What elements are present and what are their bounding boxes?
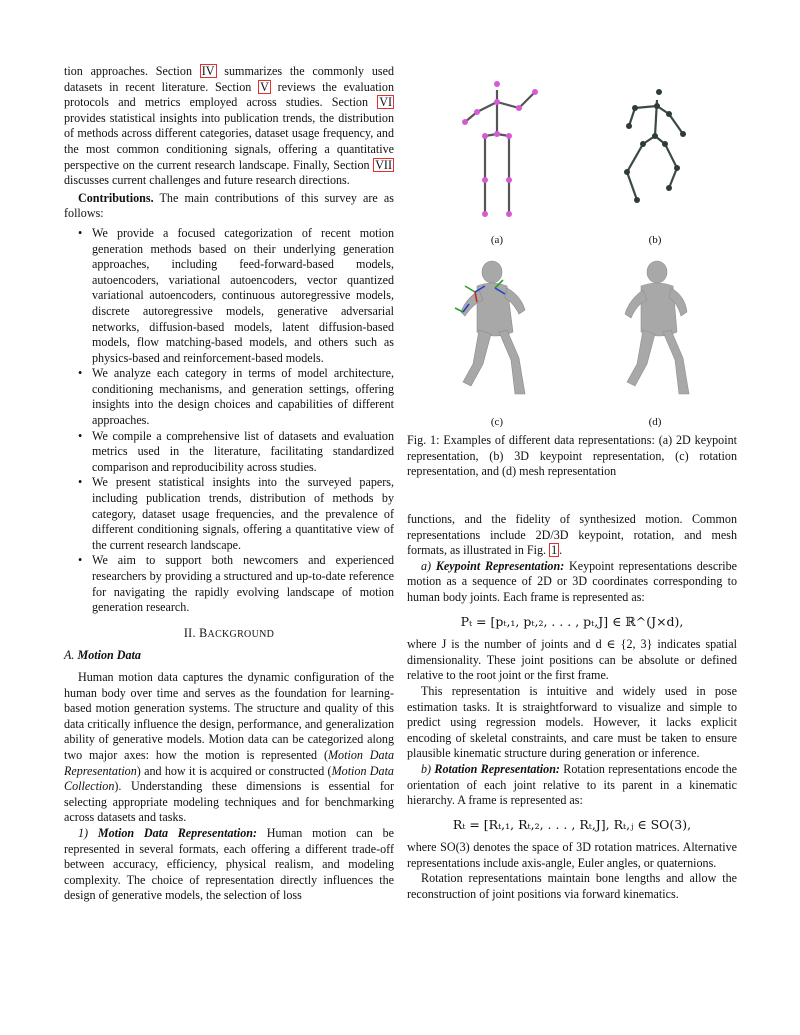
section-title-initial: B: [199, 625, 208, 640]
right-column: [407, 512, 737, 903]
text: provides statistical insights into publication trends, the distribution of methods across different categories, dataset usage frequency, and the most common conditioning signals, offering a quantitative perspective on the current research landscape. Finally, Section: [64, 110, 394, 172]
figure-link[interactable]: 1: [551, 543, 558, 558]
subsection-label: A.: [64, 648, 78, 663]
list-item: • We aim to support both newcomers and experienced researchers by providing a structured and up-to-date reference for navigating the rapidly evolving landscape of motion generation research.: [64, 553, 394, 615]
keypoint-3d-joints: [624, 89, 686, 203]
section-title: ACKGROUND: [207, 628, 275, 640]
emphasis: Motion Data Representation: [64, 747, 394, 778]
list-item: • We present statistical insights into the surveyed papers, including publication trends, distribution of methods by category, dataset usage frequencies, and the prevalence of different conditioning signals, offering a quantitative view of the current research landscape.: [64, 475, 394, 553]
keypoint-2d-figure: [465, 90, 535, 214]
list-item: • We provide a focused categorization of recent motion generation methods based on their underlying generation approaches, including feed-forward-based models, autoencoders, variational autoencoders, vector quantized variational autoencoders, continuous autoregressive models, discrete autoregressive models, generative adversarial networks, diffusion-based models, latent diffusion-based models, flow matching-based models, and others such as physics-based and reinforcement-based models.: [64, 226, 394, 366]
subfigure-label-d: (d): [648, 416, 662, 428]
paragraph-label: a): [421, 558, 436, 573]
motion-data-paragraph: [64, 670, 394, 826]
representation-paragraph: [64, 826, 394, 904]
text: Human motion data captures the dynamic configuration of the human body over time and serves as the foundation for learning-based motion generation systems. The structure and quality of this data critically influence the design, performance, and generalization ability of generative models. Motion data can be categorized along two major axes: how the motion is represented (: [64, 669, 394, 762]
paragraph-number: 1): [78, 825, 98, 840]
text: Human motion can be represented in several formats, each offering a different trade-off between accuracy, efficiency, physical realism, and modeling complexity. The choice of representation directly influences the design of generative models, the selection of loss: [64, 825, 394, 903]
contributions-list: [64, 226, 394, 616]
text: discusses current challenges and future research directions.: [64, 173, 350, 188]
subsection-heading: [64, 648, 394, 664]
paragraph-heading: Keypoint Representation:: [435, 558, 565, 573]
rotation-figure: [461, 261, 525, 394]
text: functions, and the fidelity of synthesized motion. Common representations include 2D/3D keypoint, rotation, and mesh formats, as illustrated in Fig.: [407, 512, 737, 558]
intro-paragraph: [64, 64, 394, 189]
continuation-paragraph: [407, 512, 737, 559]
emphasis: Motion Data Collection: [64, 763, 394, 794]
section-link-vii[interactable]: VII: [375, 157, 392, 172]
rotation-where-paragraph: where SO(3) denotes the space of 3D rotation matrices. Alternative representations include axis-angle, Euler angles, or quaternions.: [407, 840, 737, 870]
text: The main contributions of this survey are as follows:: [64, 190, 394, 221]
mesh-figure: [625, 261, 689, 394]
keypoint-paragraph: [407, 559, 737, 606]
text: ). Understanding these dimensions is essential for selecting appropriate modeling techniques and for benchmarking across datasets and tasks.: [64, 779, 394, 825]
paragraph-heading: Motion Data Representation:: [97, 825, 258, 840]
keypoint-discussion-paragraph: This representation is intuitive and widely used in pose estimation tasks. It is straightforward to visualize and simple to predict using regression models. However, it lacks explicit encoding of skeletal constraints, and care must be taken to ensure plausible kinematic structure during generation or inference.: [407, 683, 737, 761]
paragraph-label: b): [421, 761, 435, 776]
figure-panels: [407, 64, 737, 434]
list-item: • We compile a comprehensive list of datasets and evaluation metrics used in the literature, facilitating standardized comparison and reproducibility across studies.: [64, 429, 394, 476]
section-heading: [64, 626, 394, 643]
figure-1: [407, 64, 737, 484]
subfigure-label-c: (c): [490, 416, 504, 428]
text: .: [559, 543, 563, 558]
section-link-iv[interactable]: IV: [201, 64, 215, 78]
subfigure-label-a: (a): [490, 234, 504, 246]
left-column: [64, 64, 394, 904]
equation-rotation: Rₜ = [Rₜ,₁, Rₜ,₂, . . . , Rₜ,J], Rₜ,ⱼ ∈ SO(3),: [452, 816, 692, 832]
subsection-title: Motion Data: [77, 648, 141, 663]
section-link-v[interactable]: V: [260, 79, 269, 94]
text: Rotation representations encode the orientation of each joint relative to its parent in a kinematic hierarchy. A frame is represented as:: [407, 761, 737, 808]
section-link-vi[interactable]: VI: [379, 95, 392, 110]
paragraph-heading: Rotation Representation:: [434, 761, 560, 776]
text: reviews the evaluation protocols and metrics employed across studies. Section: [64, 79, 395, 110]
subfigure-label-b: (b): [648, 234, 662, 246]
rotation-paragraph: [407, 762, 737, 809]
figure-caption: Fig. 1: Examples of different data representations: (a) 2D keypoint representation, (b) 3D keypoint representation, (c) rotation representation, and (d) mesh representation: [407, 433, 737, 479]
text: Keypoint representations describe motion as a sequence of 2D or 3D coordinates corresponding to human body joints. Each frame is represented as:: [407, 558, 738, 604]
list-item: • We analyze each category in terms of model architecture, conditioning mechanisms, and generation settings, offering insights into the design choices and capabilities of different approaches.: [64, 366, 394, 428]
keypoint-3d-figure: [627, 100, 683, 200]
text: tion approaches. Section: [64, 64, 200, 78]
text: ) and how it is acquired or constructed (: [136, 763, 332, 778]
section-number: II.: [183, 625, 200, 640]
contributions-heading: Contributions.: [78, 190, 154, 205]
keypoint-where-paragraph: where J is the number of joints and d ∈ {2, 3} indicates spatial dimensionality. These joint positions can be absolute or defined relative to the root joint or the first frame.: [407, 637, 737, 683]
equation-keypoint: Pₜ = [pₜ,₁, pₜ,₂, . . . , pₜ,J] ∈ ℝ^(J×d),: [460, 613, 684, 629]
contributions-paragraph: [64, 191, 394, 222]
rotation-discussion-paragraph: Rotation representations maintain bone lengths and allow the reconstruction of joint positions via forward kinematics.: [407, 871, 737, 902]
text: summarizes the commonly used datasets in recent literature. Section: [64, 64, 395, 94]
